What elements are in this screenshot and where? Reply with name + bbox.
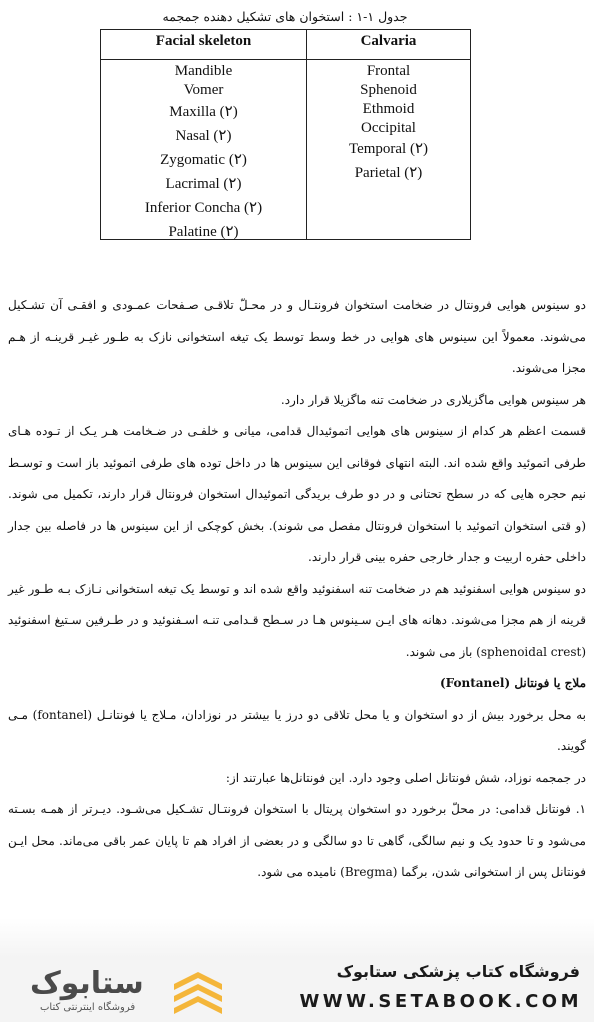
- facial-bone-item: Lacrimal (۲): [165, 176, 242, 192]
- table-caption: جدول ۱-۱ : استخوان های تشکیل دهنده جمجمه: [162, 9, 408, 24]
- paragraph-anterior-fontanel: ۱. فونتانل قدامی: در محلّ برخورد دو استخوان پریتال با استخوان فرونتـال تشـکیل می‌شـود. دیـرتر از همـه بسـته می‌شود و تا حدود یک و نیم سالگی، گاهی تا دو سالگی و در بعضی از افراد هم تا پایان عمر باقی می‌ماند. محل ایـن فونتانل پس از استخوانی شدن، برگما (Bregma) نامیده می شود.: [8, 802, 586, 879]
- calvaria-column: [307, 30, 470, 186]
- calvaria-bone-item: Sphenoid: [360, 82, 417, 98]
- body-text: [8, 290, 586, 889]
- facial-bone-item: Palatine (۲): [168, 224, 239, 240]
- shop-url[interactable]: WWW.SETABOOK.COM: [299, 991, 582, 1012]
- section-heading-fontanel: ملاج یا فونتانل (Fontanel): [439, 676, 586, 690]
- facial-skeleton-header: Facial skeleton: [155, 33, 252, 49]
- publisher-footer: [0, 958, 594, 1022]
- calvaria-bone-item: Temporal (۲): [348, 141, 429, 157]
- paragraph-frontal-sinus: دو سینوس هوایی فرونتال در ضخامت استخوان فرونتـال و در محـلّ تلاقـی صـفحات عمـودی و افقـی آن تشـکیل می‌شوند. معمولاً این سینوس های هوایی در خط وسط توسط یک تیغه استخوانی نازک به طـور غیـر قرینـه از هـم مجزا می‌شوند.: [8, 298, 586, 375]
- facial-bone-item: Zygomatic (۲): [160, 152, 247, 168]
- facial-bone-item: Nasal (۲): [175, 128, 232, 144]
- calvaria-bone-item: Frontal: [366, 63, 411, 79]
- logo-tagline: فروشگاه اینترنتی کتاب: [40, 1002, 136, 1013]
- facial-skeleton-column: [101, 30, 306, 244]
- facial-skeleton-list: [101, 62, 306, 244]
- facial-bone-item: Mandible: [174, 63, 233, 79]
- paragraph-fontanel-definition: به محل برخورد بیش از دو استخوان و یا محل تلاقی دو درز یا بیشتر در نوزادان، مـلاج یا فونتانـل (fontanel) مـی گویند.: [8, 707, 586, 753]
- facial-bone-item: Inferior Concha (۲): [144, 200, 263, 216]
- facial-bone-item: Maxilla (۲): [169, 104, 238, 120]
- paragraph-fontanel-count: در جمجمه نوزاد، شش فونتانل اصلی وجود دارد. این فونتانل‌ها عبارتند از:: [225, 770, 586, 785]
- calvaria-bone-item: Ethmoid: [362, 101, 415, 117]
- paragraph-sphenoid-sinus: دو سینوس هوایی اسفنوئید هم در ضخامت تنه اسفنوئید واقع شده اند و توسط یک تیغه استخوانی نـازک بـه طـور غیر قرینه از هم مجزا می‌شوند. دهانه های ایـن سـینوس هـا در سـطح قـدامی تنـه اسـفنوئید و در طـرفین سـتیغ اسفنوئید (sphenoidal crest) باز می شوند.: [8, 581, 587, 659]
- calvaria-header: Calvaria: [360, 33, 417, 49]
- setabook-logo-icon: [170, 966, 226, 1016]
- calvaria-bone-item: Parietal (۲): [354, 165, 423, 181]
- shop-name: فروشگاه کتاب پزشکی ستابوک: [336, 962, 580, 981]
- setabook-logo[interactable]: [12, 960, 227, 1020]
- paragraph-ethmoidal-sinus: قسمت اعظم هر کدام از سینوس های هوایی اتموئیدال قدامی، میانی و خلفـی در ضـخامت هـر یـک از تـوده هـای طرفی اتموئید واقع شده اند. البته انتهای فوقانی این سینوس ها در داخل توده های طرفی اتموئید باز است و توسـط نیم حجره هایی که در سطح تحتانی و در دو طرف بریدگی اتموئیدال استخوان فرونتال قرار دارند، تکمیل می شوند. (و قتی استخوان اتموئید با استخوان فرونتال مفصل می شوند). بخش کوچکی از این سینوس ها در فاصله بین جدار داخلی حفره اربیت و جدار خارجی حفره بینی قرار دارند.: [8, 424, 586, 564]
- calvaria-list: [307, 62, 470, 186]
- bones-table: [100, 29, 471, 240]
- calvaria-bone-item: Occipital: [361, 120, 416, 136]
- facial-bone-item: Vomer: [183, 82, 224, 98]
- logo-wordmark: ستابوک: [30, 966, 144, 1001]
- paragraph-maxillary-sinus: هر سینوس هوایی ماگزیلاری در ضخامت تنه ماگزیلا قرار دارد.: [280, 392, 586, 407]
- footer-fade: [0, 918, 594, 958]
